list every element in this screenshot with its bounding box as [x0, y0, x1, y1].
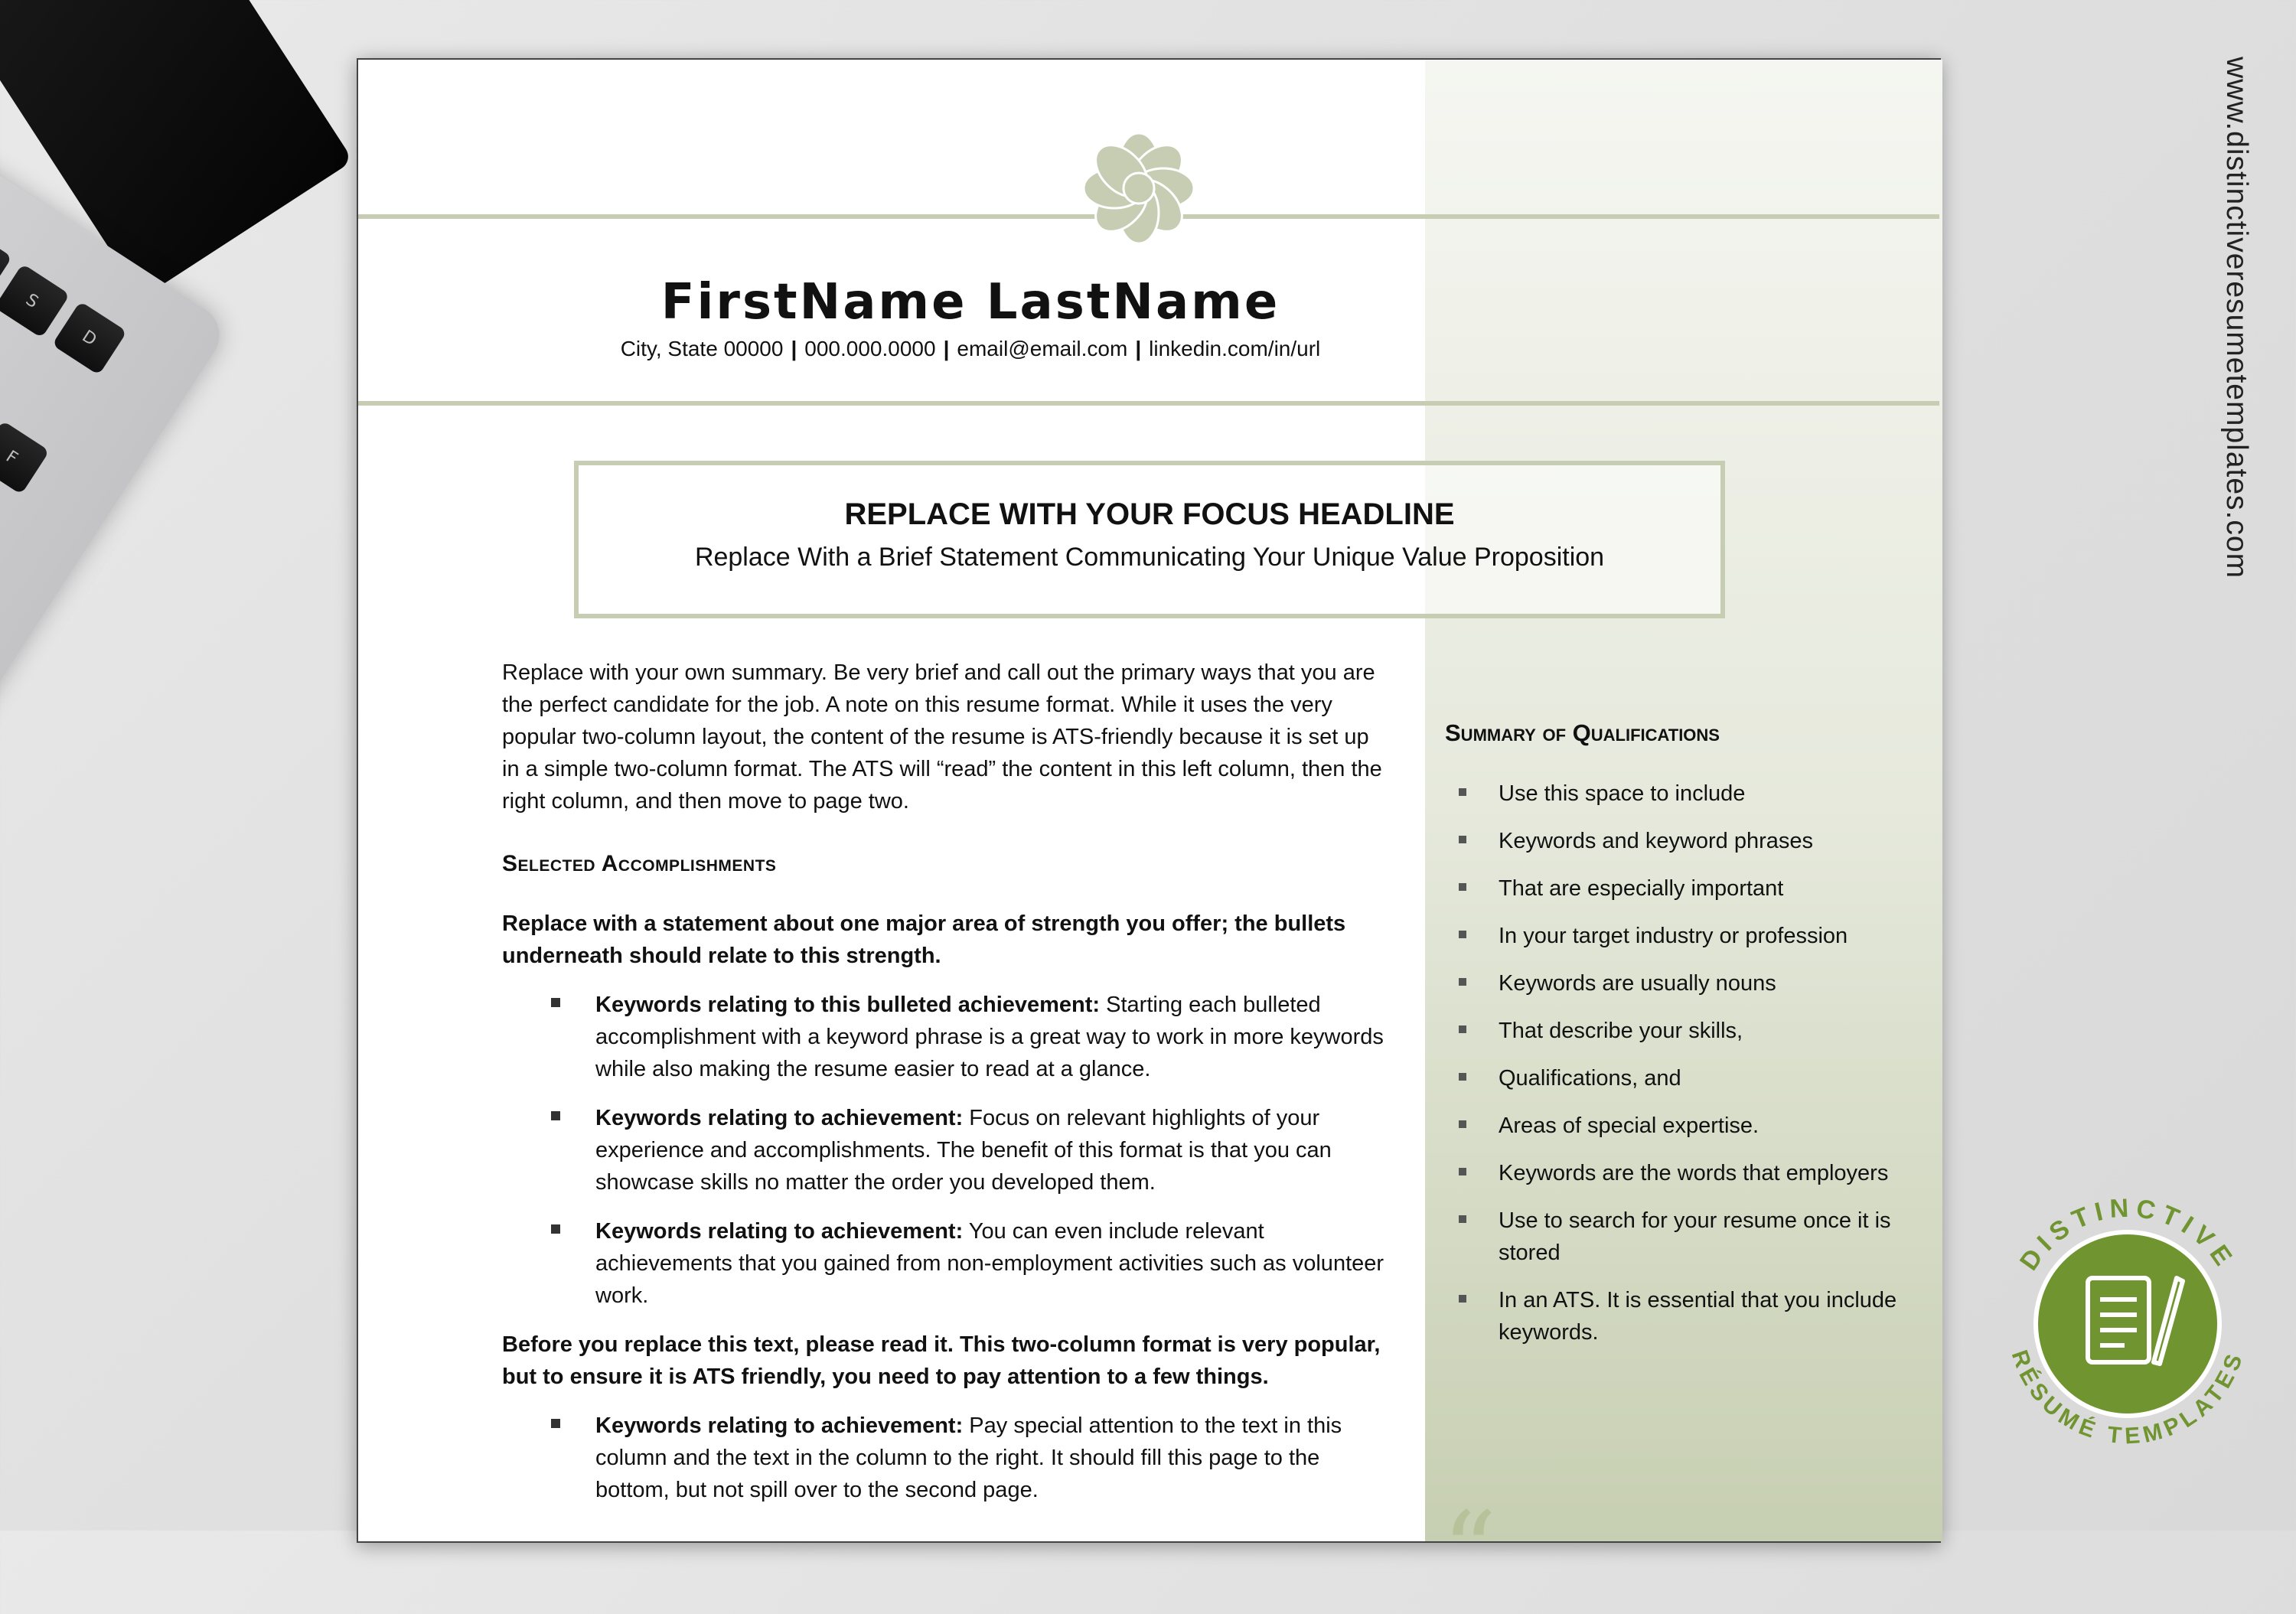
square-bullet-icon	[551, 1224, 560, 1234]
square-bullet-icon	[1459, 836, 1466, 843]
flower-logo-icon	[1078, 127, 1200, 249]
accomplishments-heading: Selected Accomplishments	[502, 851, 777, 876]
qualification-text: Use this space to include	[1499, 781, 1746, 806]
accomplishment-text: You can even include relevant achievements that you gained from non-employment activities such as volunteer work.	[595, 1219, 1384, 1308]
qualification-item	[1445, 825, 1904, 857]
square-bullet-icon	[1459, 788, 1466, 796]
strength-statement: Replace with a statement about one major area of strength you offer; the bullets underneath should relate to this strength.	[502, 911, 1346, 968]
contact-email: email@email.com	[957, 337, 1128, 360]
candidate-name: FirstName LastName	[660, 274, 1280, 331]
site-url: www.distinctiveresumetemplates.com	[2220, 57, 2253, 579]
header-rule-bottom	[358, 401, 1939, 406]
qualification-item	[1445, 1157, 1904, 1189]
square-bullet-icon	[1459, 1295, 1466, 1303]
square-bullet-icon	[1459, 1073, 1466, 1081]
accomplishment-item	[502, 1410, 1390, 1506]
contact-location: City, State 00000	[620, 337, 784, 360]
qualification-text: That are especially important	[1499, 876, 1784, 901]
qualification-item	[1445, 1062, 1904, 1094]
qualification-text: Areas of special expertise.	[1499, 1113, 1760, 1138]
contact-linkedin: linkedin.com/in/url	[1149, 337, 1321, 360]
qualification-item	[1445, 1110, 1904, 1142]
accomplishment-keyword: Keywords relating to this bulleted achievement:	[595, 993, 1101, 1017]
headline-box	[574, 461, 1725, 618]
badge-bottom-text: RÉSUMÉ TEMPLATES	[2006, 1346, 2249, 1449]
contact-separator: |	[1135, 337, 1142, 360]
square-bullet-icon	[1459, 1215, 1466, 1223]
accomplishment-item	[502, 1215, 1390, 1312]
headline-subtitle: Replace With a Brief Statement Communicating Your Unique Value Proposition	[694, 543, 1605, 572]
distinctive-resume-templates-badge	[1990, 1186, 2265, 1462]
accomplishment-text: Starting each bulleted accomplishment with a keyword phrase is a great way to work in more keywords while also making the resume easier to read at a glance.	[595, 993, 1384, 1081]
square-bullet-icon	[1459, 883, 1466, 891]
square-bullet-icon	[551, 1111, 560, 1120]
accomplishment-list	[502, 989, 1390, 1312]
keyboard-key: D	[52, 301, 128, 375]
square-bullet-icon	[1459, 1025, 1466, 1033]
laptop-keyboard	[0, 115, 127, 1038]
square-bullet-icon	[551, 1419, 560, 1428]
contact-phone: 000.000.0000	[804, 337, 936, 360]
headline-title: REPLACE WITH YOUR FOCUS HEADLINE	[844, 497, 1455, 531]
qualification-text: In an ATS. It is essential that you include keywords.	[1499, 1288, 1897, 1345]
qualification-text: In your target industry or profession	[1499, 924, 1848, 948]
qualification-text: Keywords and keyword phrases	[1499, 829, 1814, 853]
qualification-item	[1445, 1284, 1904, 1348]
square-bullet-icon	[1459, 931, 1466, 938]
square-bullet-icon	[1459, 1120, 1466, 1128]
laptop-photo	[0, 0, 367, 1531]
ats-note-list	[502, 1410, 1390, 1506]
keyboard-key: S	[0, 264, 70, 338]
badge-top-text: DISTINCTIVE	[2014, 1193, 2242, 1276]
qualification-item	[1445, 1015, 1904, 1047]
qualification-text: Use to search for your resume once it is stored	[1499, 1208, 1891, 1265]
qualification-text: That describe your skills,	[1499, 1019, 1743, 1043]
ats-note-statement: Before you replace this text, please read it. This two-column format is very popular, but to ensure it is ATS friendly, you need to pay attention to a few things.	[502, 1332, 1381, 1389]
resume-page	[357, 58, 1941, 1614]
left-column	[502, 657, 1390, 1523]
accomplishment-text: Pay special attention to the text in this column and the text in the column to the right. It should fill this page to the bottom, but not spill over to the second page.	[595, 1413, 1342, 1502]
square-bullet-icon	[1459, 978, 1466, 986]
accomplishment-keyword: Keywords relating to achievement:	[595, 1413, 964, 1438]
accomplishment-keyword: Keywords relating to achievement:	[595, 1106, 964, 1130]
right-column	[1445, 719, 1904, 1364]
qualification-item	[1445, 1205, 1904, 1269]
qualifications-heading: Summary of Qualifications	[1445, 719, 1720, 746]
square-bullet-icon	[551, 998, 560, 1007]
qualifications-list	[1445, 778, 1904, 1348]
accomplishment-item	[502, 989, 1390, 1085]
keyboard-key: F	[0, 420, 50, 494]
accomplishment-keyword: Keywords relating to achievement:	[595, 1219, 964, 1244]
accomplishment-text: Focus on relevant highlights of your experience and accomplishments. The benefit of this format is that you can showcase skills no matter the order you developed them.	[595, 1106, 1332, 1195]
square-bullet-icon	[1459, 1168, 1466, 1175]
qualification-item	[1445, 967, 1904, 999]
qualification-item	[1445, 920, 1904, 952]
qualification-text: Qualifications, and	[1499, 1066, 1681, 1091]
qualification-item	[1445, 872, 1904, 905]
qualification-item	[1445, 778, 1904, 810]
contact-line	[358, 337, 1583, 361]
summary-paragraph: Replace with your own summary. Be very brief and call out the primary ways that you are the perfect candidate for the job. A note on this resume format. While it uses the very popular two-column layout, the content of the resume is ATS-friendly because it is set up in a simple two-column format. The ATS will “read” the content in this left column, then the right column, and then move to page two.	[502, 660, 1382, 814]
quote-mark-icon: “	[1442, 1489, 1497, 1614]
qualification-text: Keywords are the words that employers	[1499, 1161, 1889, 1185]
contact-separator: |	[791, 337, 797, 360]
contact-separator: |	[943, 337, 950, 360]
accomplishment-item	[502, 1102, 1390, 1198]
qualification-text: Keywords are usually nouns	[1499, 971, 1776, 996]
